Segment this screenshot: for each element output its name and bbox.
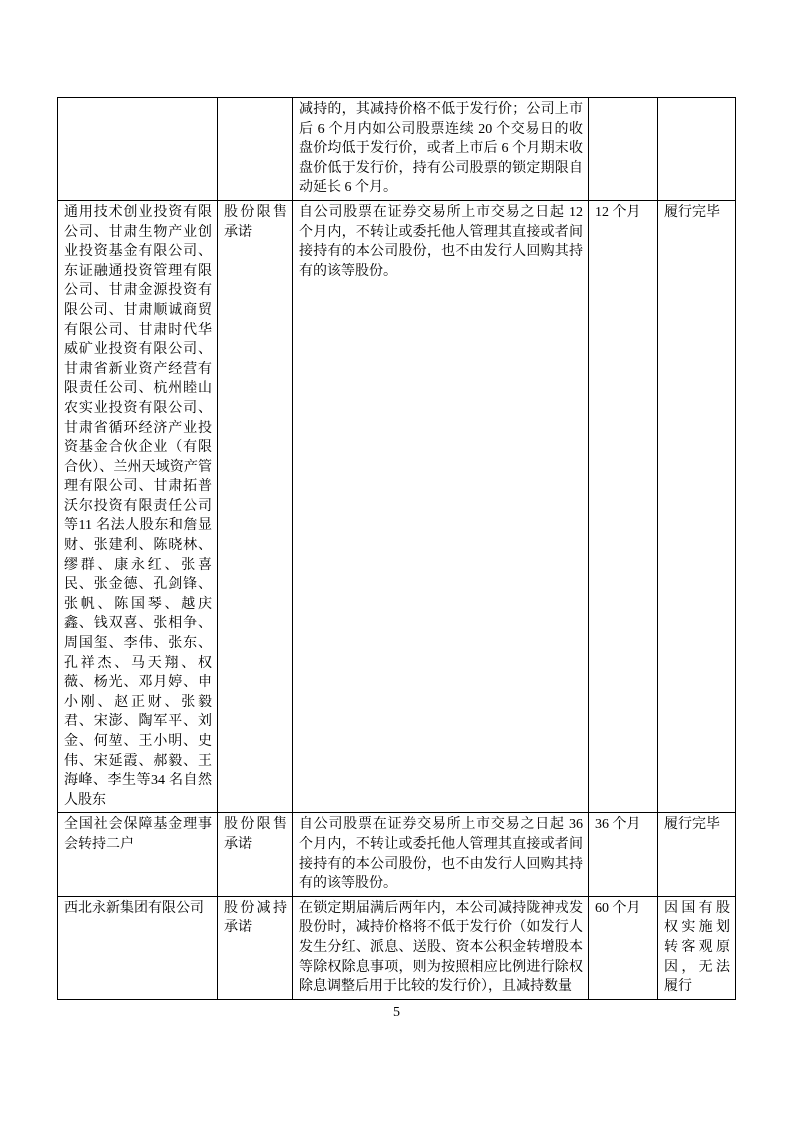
duration-cell: 12 个月 bbox=[589, 200, 658, 812]
status-cell: 履行完毕 bbox=[658, 200, 736, 812]
commitment-content-cell: 自公司股票在证券交易所上市交易之日起 12 个月内，不转让或委托他人管理其直接或者间接持有的本公司股份，也不由发行人回购其持有的该等股份。 bbox=[293, 200, 589, 812]
party-cell: 西北永新集团有限公司 bbox=[58, 896, 218, 999]
party-cell: 通用技术创业投资有限公司、甘肃生物产业创业投资基金有限公司、东证融通投资管理有限公司、甘肃金源投资有限公司、甘肃顺诚商贸有限公司、甘肃时代华威矿业投资有限公司、甘肃省新业资产经营有限责任公司、杭州睦山农实业投资有限公司、甘肃省循环经济产业投资基金合伙企业（有限合伙）、兰州天域资产管理有限公司、甘肃拓普沃尔投资有限责任公司等11 名法人股东和詹显财、张建利、陈晓林、缪群、康永红、张喜民、张金德、孔剑锋、张帆、陈国琴、越庆鑫、钱双喜、张相争、周国玺、李伟、张东、孔祥杰、马天翔、权薇、杨光、邓月婷、申小刚、赵正财、张毅君、宋澎、陶军平、刘金、何堃、王小明、史伟、宋延霞、郝毅、王海峰、李生等34 名自然人股东 bbox=[58, 200, 218, 812]
table-row bbox=[58, 896, 736, 999]
party-cell: 全国社会保障基金理事会转持二户 bbox=[58, 813, 218, 896]
table-row-continuation bbox=[58, 98, 736, 201]
commitments-table bbox=[57, 97, 736, 1000]
commitment-type-cell: 股份限售承诺 bbox=[218, 813, 293, 896]
commitment-content-cell: 自公司股票在证券交易所上市交易之日起 36 个月内，不转让或委托他人管理其直接或者间接持有的本公司股份，也不由发行人回购其持有的该等股份。 bbox=[293, 813, 589, 896]
duration-cell bbox=[589, 98, 658, 201]
commitment-type-cell bbox=[218, 98, 293, 201]
party-cell bbox=[58, 98, 218, 201]
table-row bbox=[58, 200, 736, 812]
page-number: 5 bbox=[393, 1005, 400, 1020]
status-cell: 因国有股权实施划转客观原因，无法履行 bbox=[658, 896, 736, 999]
table-row bbox=[58, 813, 736, 896]
commitment-content-cell: 减持的，其减持价格不低于发行价；公司上市后 6 个月内如公司股票连续 20 个交易日的收盘价均低于发行价，或者上市后 6 个月期末收盘价低于发行价，持有公司股票的锁定期限自动延长 6 个月。 bbox=[293, 98, 589, 201]
status-cell: 履行完毕 bbox=[658, 813, 736, 896]
duration-cell: 36 个月 bbox=[589, 813, 658, 896]
commitment-type-cell: 股份限售承诺 bbox=[218, 200, 293, 812]
duration-cell: 60 个月 bbox=[589, 896, 658, 999]
commitment-type-cell: 股份减持承诺 bbox=[218, 896, 293, 999]
commitment-content-cell: 在锁定期届满后两年内，本公司减持陇神戎发股份时，减持价格将不低于发行价（如发行人发生分红、派息、送股、资本公积金转增股本等除权除息事项，则为按照相应比例进行除权除息调整后用于比较的发行价），且减持数量 bbox=[293, 896, 589, 999]
status-cell bbox=[658, 98, 736, 201]
